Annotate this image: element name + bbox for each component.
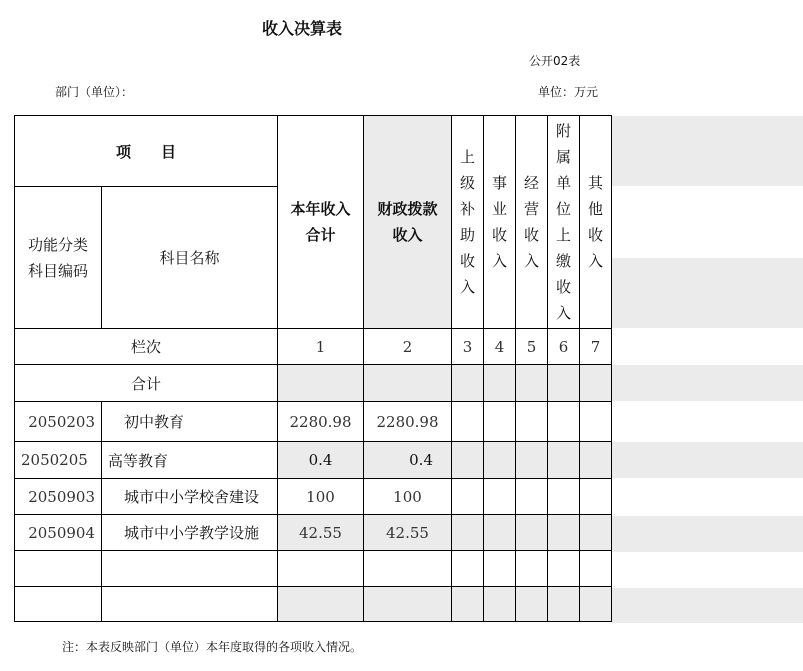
empty-cell	[452, 551, 484, 587]
empty-cell	[580, 515, 612, 551]
empty-cell	[548, 402, 580, 442]
empty-cell	[278, 587, 364, 622]
row-name: 城市中小学校舍建设	[102, 479, 278, 515]
column-index-label: 栏次	[15, 329, 278, 365]
footnote: 注：本表反映部门（单位）本年度取得的各项收入情况。	[62, 640, 363, 654]
form-code: 公开02表	[529, 54, 581, 68]
empty-cell	[452, 515, 484, 551]
column-number: 7	[580, 329, 612, 365]
other-income-header: 其 他 收 入	[580, 116, 612, 329]
row-name: 初中教育	[102, 402, 278, 442]
empty-cell	[484, 402, 516, 442]
empty-cell	[452, 402, 484, 442]
row-total: 2280.98	[278, 402, 364, 442]
business-income-header: 事 业 收 入	[484, 116, 516, 329]
empty-cell	[484, 515, 516, 551]
empty-cell	[516, 365, 548, 402]
empty-cell	[516, 442, 548, 479]
row-total: 100	[278, 479, 364, 515]
empty-cell	[516, 479, 548, 515]
empty-cell	[15, 587, 102, 622]
empty-cell	[548, 515, 580, 551]
row-total: 0.4	[278, 442, 364, 479]
empty-cell	[548, 551, 580, 587]
superior-subsidy-header: 上 级 补 助 收 入	[452, 116, 484, 329]
empty-cell	[548, 479, 580, 515]
empty-cell	[484, 442, 516, 479]
empty-cell	[548, 442, 580, 479]
empty-cell	[580, 365, 612, 402]
empty-cell	[278, 551, 364, 587]
row-code: 2050903	[15, 479, 102, 515]
empty-cell	[364, 587, 452, 622]
row-fiscal: 42.55	[364, 515, 452, 551]
gray-band	[611, 116, 803, 186]
gray-band	[611, 442, 803, 478]
empty-cell	[484, 551, 516, 587]
gray-band	[611, 365, 803, 401]
empty-cell	[516, 587, 548, 622]
affiliated-income-header: 附 属 单 位 上 缴 收 入	[548, 116, 580, 329]
operating-income-header: 经 营 收 入	[516, 116, 548, 329]
empty-cell	[102, 587, 278, 622]
empty-cell	[484, 479, 516, 515]
empty-cell	[484, 587, 516, 622]
empty-cell	[580, 587, 612, 622]
gray-band	[611, 258, 803, 328]
total-income-cell	[278, 365, 364, 402]
unit-label: 单位：万元	[538, 85, 599, 99]
empty-cell	[15, 551, 102, 587]
column-number: 1	[278, 329, 364, 365]
empty-cell	[580, 402, 612, 442]
row-code: 2050904	[15, 515, 102, 551]
empty-cell	[484, 365, 516, 402]
total-row-label: 合计	[15, 365, 278, 402]
total-income-header: 本年收入 合计	[278, 116, 364, 329]
column-number: 3	[452, 329, 484, 365]
empty-cell	[364, 551, 452, 587]
row-code: 2050205	[15, 442, 102, 479]
gray-band	[611, 516, 803, 552]
empty-cell	[452, 442, 484, 479]
row-total: 42.55	[278, 515, 364, 551]
column-number: 2	[364, 329, 452, 365]
row-fiscal: 100	[364, 479, 452, 515]
gray-band	[611, 588, 803, 623]
row-code: 2050203	[15, 402, 102, 442]
empty-cell	[102, 551, 278, 587]
row-fiscal: 2280.98	[364, 402, 452, 442]
empty-cell	[580, 479, 612, 515]
row-fiscal: 0.4	[364, 442, 452, 479]
empty-cell	[516, 551, 548, 587]
empty-cell	[516, 515, 548, 551]
department-label: 部门（单位）：	[55, 85, 134, 99]
empty-cell	[548, 365, 580, 402]
empty-cell	[452, 365, 484, 402]
empty-cell	[516, 402, 548, 442]
row-name: 高等教育	[102, 442, 278, 479]
empty-cell	[452, 587, 484, 622]
income-table	[14, 115, 612, 622]
page-title: 收入决算表	[262, 19, 343, 38]
item-header: 项 目	[15, 116, 278, 187]
row-name: 城市中小学教学设施	[102, 515, 278, 551]
empty-cell	[548, 587, 580, 622]
fiscal-cell	[364, 365, 452, 402]
subject-name-header: 科目名称	[102, 187, 278, 329]
fiscal-allocation-header: 财政拨款 收入	[364, 116, 452, 329]
column-number: 5	[516, 329, 548, 365]
empty-cell	[580, 442, 612, 479]
empty-cell	[580, 551, 612, 587]
column-number: 4	[484, 329, 516, 365]
column-number: 6	[548, 329, 580, 365]
func-code-header: 功能分类 科目编码	[15, 187, 102, 329]
empty-cell	[452, 479, 484, 515]
